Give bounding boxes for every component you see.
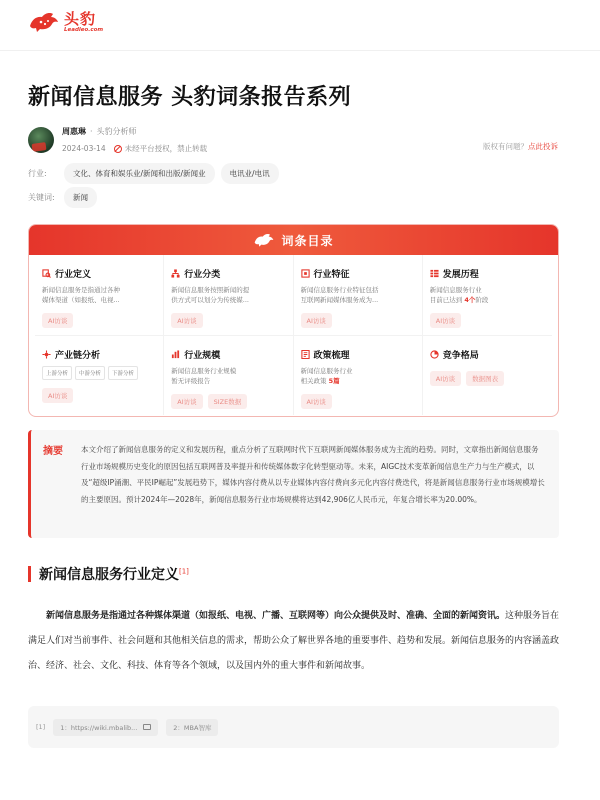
industry-tag[interactable]: 文化、体育和娱乐业/新闻和出版/新闻业 bbox=[64, 163, 215, 184]
ai-interview-chip[interactable]: AI访谈 bbox=[430, 371, 461, 386]
chain-icon bbox=[42, 350, 51, 359]
competition-icon bbox=[430, 350, 439, 359]
leopard-logo-icon bbox=[253, 232, 275, 248]
policy-icon bbox=[301, 350, 310, 359]
copyright-complaint: 版权有问题？点此投诉 bbox=[483, 142, 558, 151]
catalog-panel bbox=[28, 224, 559, 417]
abstract-box bbox=[28, 430, 559, 538]
reference-list bbox=[28, 706, 559, 748]
history-icon bbox=[430, 269, 439, 278]
reference-marker: [1] bbox=[36, 723, 46, 731]
catalog-item-scale[interactable]: 行业规模 新闻信息服务行业规模 暂无评级报告 AI访谈 SIZE数据 bbox=[164, 335, 293, 415]
leopard-logo-icon bbox=[28, 10, 60, 34]
author-name[interactable]: 周惠琳 bbox=[62, 127, 86, 136]
industry-row bbox=[28, 163, 285, 184]
size-data-chip[interactable]: SIZE数据 bbox=[208, 394, 248, 409]
publish-date: 2024-03-14 bbox=[62, 144, 106, 153]
no-reprint-icon bbox=[114, 145, 122, 153]
section-accent-bar bbox=[28, 566, 31, 582]
catalog-header bbox=[29, 225, 558, 255]
classification-icon bbox=[171, 269, 180, 278]
ai-interview-chip[interactable]: AI访谈 bbox=[301, 313, 332, 328]
ai-interview-chip[interactable]: AI访谈 bbox=[171, 313, 202, 328]
keyword-tag[interactable]: 新闻 bbox=[64, 187, 97, 208]
catalog-item-history[interactable]: 发展历程 新闻信息服务行业 目前已达到 4个阶段 AI访谈 bbox=[423, 255, 552, 335]
upstream-chip[interactable]: 上游分析 bbox=[42, 366, 72, 380]
downstream-chip[interactable]: 下游分析 bbox=[108, 366, 138, 380]
abstract-text: 本文介绍了新闻信息服务的定义和发展历程，重点分析了互联网时代下互联网新闻媒体服务成为主流的趋势。同时，文章指出新闻信息服务行业市场规模历史变化的原因包括互联网普及率提升和传统媒体数字化转型驱动等。未来，AIGC技术变革新闻信息生产力与生产模式，以及“超级IP涌潮、平民IP崛起”发展趋势下，媒体内容付费从以专业媒体内容付费向多元化内容付费迭代，将是新闻信息服务行业市场规模增长的主要原因。预计2024年—2028年，新闻信息服务行业市场规模将达到42,906亿人民币元，年复合增长率为20.00%。 bbox=[81, 445, 545, 504]
abstract-label: 摘要 bbox=[43, 446, 63, 457]
catalog-item-features[interactable]: 行业特征 新闻信息服务行业特征包括 互联网新闻媒体服务成为... AI访谈 bbox=[294, 255, 423, 335]
ai-interview-chip[interactable]: AI访谈 bbox=[42, 313, 73, 328]
page-title: 新闻信息服务 头豹词条报告系列 bbox=[28, 85, 352, 110]
author-block: 周惠琳 · 头豹分析师 2024-03-14 未经平台授权，禁止转载 bbox=[28, 126, 207, 154]
industry-label: 行业: bbox=[28, 169, 47, 178]
catalog-item-chain[interactable]: 产业链分析 上游分析 中游分析 下游分析 AI访谈 bbox=[35, 335, 164, 415]
section-heading: 新闻信息服务行业定义[1] bbox=[28, 564, 189, 584]
brand-name: 头豹 bbox=[64, 9, 97, 28]
scale-icon bbox=[171, 350, 180, 359]
data-chart-chip[interactable]: 数据图表 bbox=[466, 371, 504, 386]
catalog-item-classification[interactable]: 行业分类 新闻信息服务按照新闻的提 供方式可以划分为传统媒... AI访谈 bbox=[164, 255, 293, 335]
ai-interview-chip[interactable]: AI访谈 bbox=[430, 313, 461, 328]
definition-paragraph: 新闻信息服务是指通过各种媒体渠道（如报纸、电视、广播、互联网等）向公众提供及时、准确、全面的新闻资讯。这种服务旨在满足人们对当前事件、社会问题和其他相关信息的需求，帮助公众了解世界各地的重要事件、趋势和发展。新闻信息服务的内容涵盖政治、经济、社会、文化、科技、体育等各个领域，以及国内外的重大事件和新闻故事。 bbox=[28, 611, 560, 671]
keyword-label: 关键词: bbox=[28, 193, 55, 202]
keyword-row bbox=[28, 187, 103, 208]
definition-icon bbox=[42, 269, 51, 278]
reference-item[interactable]: 1：https://wiki.mbalib... bbox=[53, 719, 158, 736]
catalog-title: 词条目录 bbox=[281, 233, 334, 248]
ai-interview-chip[interactable]: AI访谈 bbox=[301, 394, 332, 409]
header-divider bbox=[0, 50, 600, 51]
industry-tag[interactable]: 电讯业/电讯 bbox=[221, 163, 279, 184]
author-role: 头豹分析师 bbox=[96, 127, 137, 136]
reprint-notice: 未经平台授权，禁止转载 bbox=[124, 144, 208, 153]
feature-icon bbox=[301, 269, 310, 278]
brand-domain: Leadleo.com bbox=[64, 26, 104, 33]
midstream-chip[interactable]: 中游分析 bbox=[75, 366, 105, 380]
ai-interview-chip[interactable]: AI访谈 bbox=[42, 388, 73, 403]
complaint-link[interactable]: 点此投诉 bbox=[528, 142, 558, 151]
ai-interview-chip[interactable]: AI访谈 bbox=[171, 394, 202, 409]
brand-logo[interactable] bbox=[28, 10, 103, 34]
catalog-item-policy[interactable]: 政策梳理 新闻信息服务行业 相关政策 5篇 AI访谈 bbox=[294, 335, 423, 415]
catalog-item-definition[interactable]: 行业定义 新闻信息服务是指通过各种 媒体渠道（如报纸、电视... AI访谈 bbox=[35, 255, 164, 335]
catalog-item-competition[interactable]: 竞争格局 AI访谈 数据图表 bbox=[423, 335, 552, 415]
reference-item[interactable]: 2：MBA智库 bbox=[166, 719, 218, 736]
link-card-icon bbox=[143, 724, 151, 730]
avatar[interactable] bbox=[28, 127, 54, 153]
reference-mark[interactable]: [1] bbox=[179, 567, 189, 576]
